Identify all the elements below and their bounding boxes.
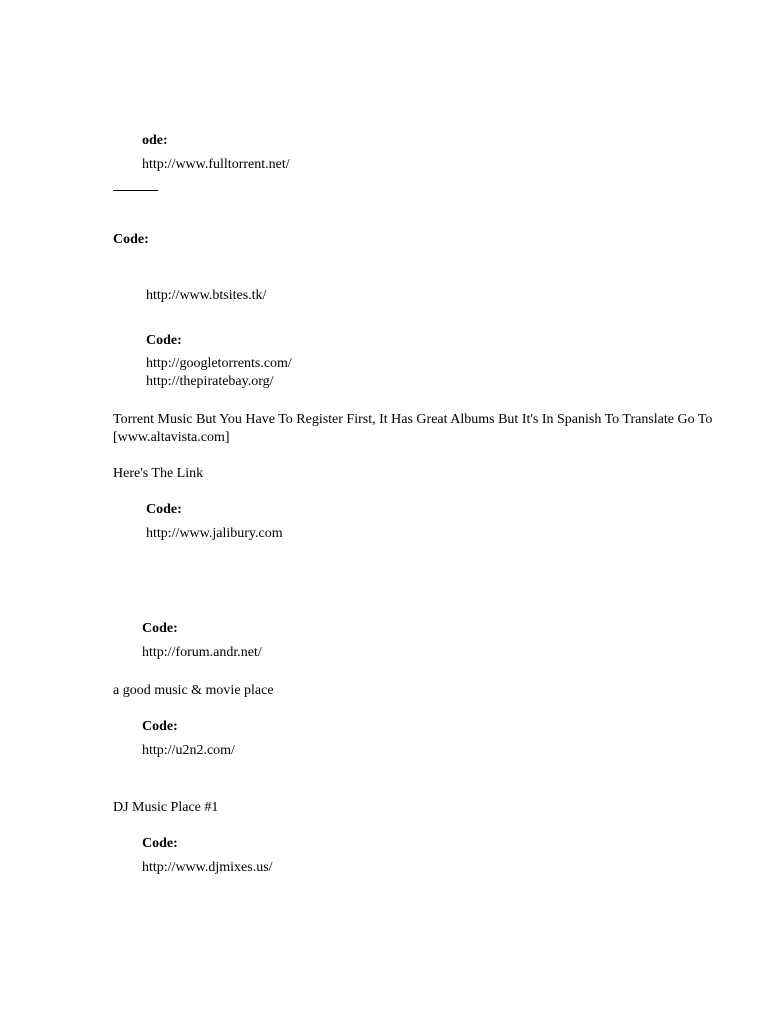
paragraph-text: a good music & movie place bbox=[113, 683, 274, 698]
code-label: ode: bbox=[142, 133, 168, 148]
paragraph-text: Here's The Link bbox=[113, 466, 204, 481]
url-text: http://www.fulltorrent.net/ bbox=[142, 157, 290, 172]
url-text: http://googletorrents.com/ bbox=[146, 356, 292, 371]
separator-line bbox=[113, 190, 158, 191]
code-label: Code: bbox=[142, 621, 178, 636]
code-label: Code: bbox=[142, 719, 178, 734]
paragraph-text: Torrent Music But You Have To Register First, It Has Great Albums But It's In Spanish To Translate Go To [www.altavista.com] bbox=[113, 412, 713, 445]
url-text: http://thepiratebay.org/ bbox=[146, 374, 274, 389]
code-label: Code: bbox=[142, 836, 178, 851]
url-text: http://www.jalibury.com bbox=[146, 526, 283, 541]
code-label: Code: bbox=[113, 232, 149, 247]
url-text: http://www.djmixes.us/ bbox=[142, 860, 273, 875]
url-text: http://forum.andr.net/ bbox=[142, 645, 262, 660]
paragraph-text: DJ Music Place #1 bbox=[113, 800, 219, 815]
url-text: http://u2n2.com/ bbox=[142, 743, 235, 758]
url-text: http://www.btsites.tk/ bbox=[146, 288, 267, 303]
code-label: Code: bbox=[146, 502, 182, 517]
code-label: Code: bbox=[146, 333, 182, 348]
